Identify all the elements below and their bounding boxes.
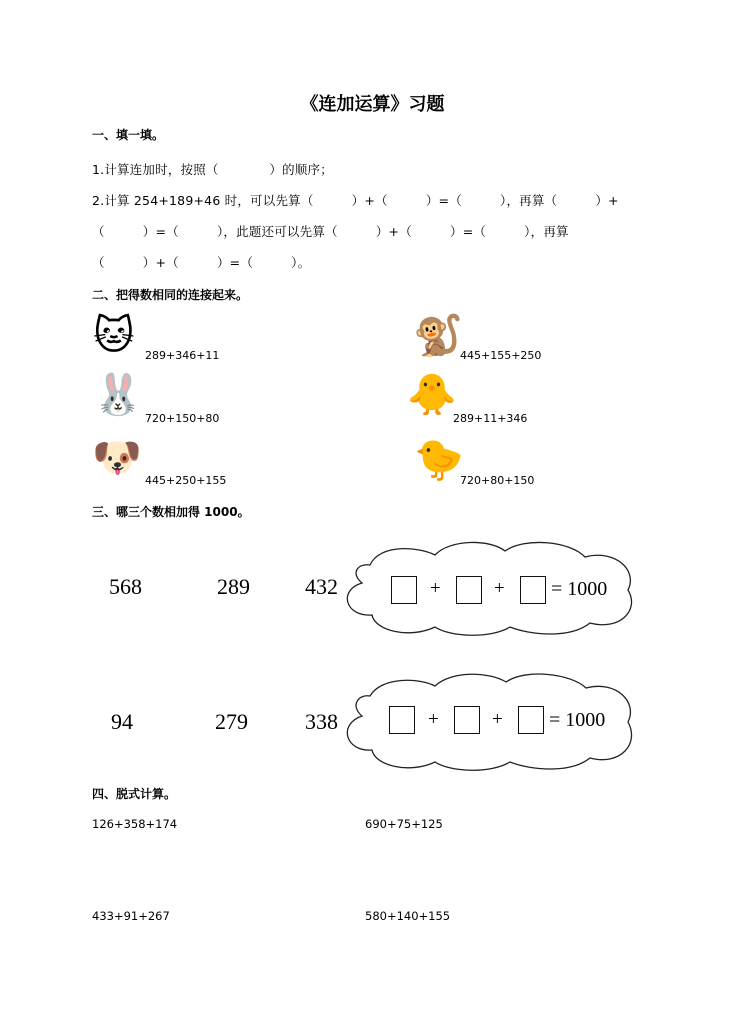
- section-3-heading: 三、哪三个数相加得 1000。: [92, 505, 250, 519]
- number-568: 568: [109, 574, 142, 599]
- section-1-heading: 一、填一填。: [92, 128, 165, 142]
- answer-box-2b[interactable]: [454, 706, 480, 734]
- answer-box-1b[interactable]: [456, 576, 482, 604]
- calc-problem-3: 433+91+267: [92, 909, 170, 923]
- chick-icon: 🐥: [407, 372, 457, 418]
- left-expression-3[interactable]: 445+250+155: [145, 474, 227, 487]
- calc-problem-2: 690+75+125: [365, 817, 443, 831]
- number-432: 432: [305, 574, 338, 599]
- plus-sign: +: [428, 709, 439, 730]
- question-1: 1.计算连加时，按照（ ）的顺序；: [92, 162, 333, 177]
- right-expression-1[interactable]: 445+155+250: [460, 349, 542, 362]
- cat-icon: 🐱: [93, 313, 135, 359]
- section-2-heading: 二、把得数相同的连接起来。: [92, 288, 249, 302]
- question-2-line-3: （ ）+（ ）=（ ）。: [92, 255, 311, 270]
- section-4-heading: 四、脱式计算。: [92, 787, 177, 801]
- equals-1000: = 1000: [551, 578, 608, 600]
- calc-problem-1: 126+358+174: [92, 817, 178, 831]
- number-338: 338: [305, 709, 338, 734]
- left-expression-2[interactable]: 720+150+80: [145, 412, 220, 425]
- left-expression-1[interactable]: 289+346+11: [145, 349, 220, 362]
- answer-box-2c[interactable]: [518, 706, 544, 734]
- equals-1000: = 1000: [549, 709, 606, 731]
- rabbit-icon: 🐰: [93, 372, 143, 418]
- plus-sign: +: [430, 578, 441, 599]
- answer-box-2a[interactable]: [389, 706, 415, 734]
- calc-problem-4: 580+140+155: [365, 909, 451, 923]
- number-279: 279: [215, 709, 248, 734]
- right-expression-3[interactable]: 720+80+150: [460, 474, 535, 487]
- number-94: 94: [111, 709, 133, 734]
- baby-chick-icon: 🐤: [414, 437, 464, 483]
- monkey-icon: 🐒: [413, 313, 463, 359]
- plus-sign: +: [494, 578, 505, 599]
- question-2-line-1: 2.计算 254+189+46 时，可以先算（ ）+（ ）=（ ），再算（ ）+: [92, 193, 619, 208]
- right-expression-2[interactable]: 289+11+346: [453, 412, 528, 425]
- number-289: 289: [217, 574, 250, 599]
- plus-sign: +: [492, 709, 503, 730]
- page-title: 《连加运算》习题: [300, 94, 445, 115]
- dog-icon: 🐶: [92, 435, 142, 481]
- question-2-line-2: （ ）=（ ），此题还可以先算（ ）+（ ）=（ ），再算: [92, 224, 569, 239]
- answer-box-1a[interactable]: [391, 576, 417, 604]
- answer-box-1c[interactable]: [520, 576, 546, 604]
